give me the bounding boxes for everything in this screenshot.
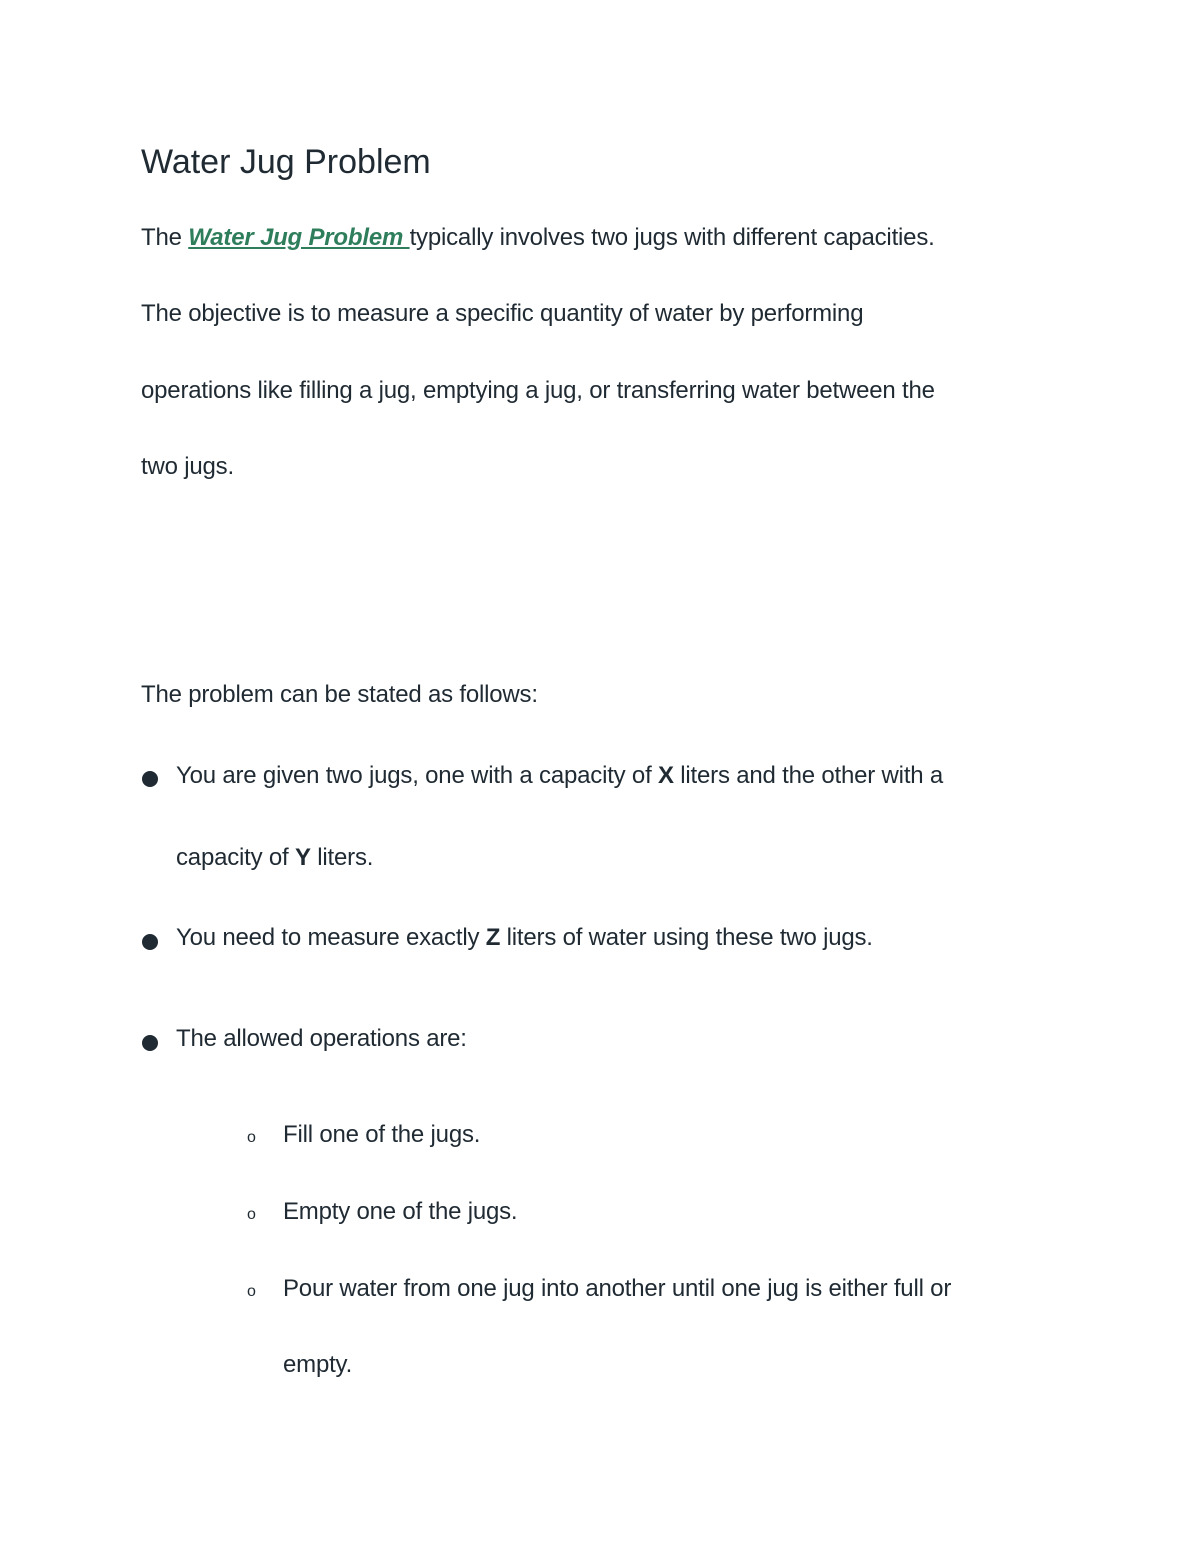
text: liters and the other with a: [673, 762, 944, 789]
bullet-2: [176, 924, 873, 952]
operation-empty: Empty one of the jugs.: [283, 1198, 518, 1225]
bullet-3: The allowed operations are:: [176, 1025, 467, 1052]
bullet-icon: [142, 1035, 158, 1051]
text: The: [141, 224, 189, 251]
text: You are given two jugs, one with a capacity of: [176, 762, 659, 789]
text: capacity of: [176, 844, 295, 871]
x-variable: X: [658, 762, 674, 789]
bullet-1-line-1: [176, 762, 943, 790]
operation-pour-line-2: empty.: [283, 1351, 353, 1378]
sub-bullet-icon: o: [247, 1283, 256, 1300]
z-variable: Z: [485, 924, 501, 951]
page-title: Water Jug Problem: [141, 143, 431, 181]
sub-bullet-icon: o: [247, 1206, 256, 1223]
text: liters.: [310, 844, 374, 871]
intro-line-4: two jugs.: [141, 453, 234, 480]
statement: The problem can be stated as follows:: [141, 681, 538, 708]
bullet-icon: [142, 771, 158, 787]
intro-line-3: operations like filling a jug, emptying a jug, or transferring water between the: [141, 377, 935, 404]
water-jug-problem-link[interactable]: Water Jug Problem: [188, 224, 410, 251]
y-variable: Y: [295, 844, 311, 871]
text: liters of water using these two jugs.: [500, 924, 873, 951]
text: You need to measure exactly: [176, 924, 486, 951]
text: typically involves two jugs with different capacities.: [409, 224, 935, 251]
operation-fill: Fill one of the jugs.: [283, 1121, 481, 1148]
intro-line-2: The objective is to measure a specific quantity of water by performing: [141, 300, 864, 327]
intro-line-1: [141, 224, 935, 252]
bullet-icon: [142, 934, 158, 950]
bullet-1-line-2: [176, 844, 373, 872]
operation-pour-line-1: Pour water from one jug into another until one jug is either full or: [283, 1275, 952, 1302]
sub-bullet-icon: o: [247, 1129, 256, 1146]
